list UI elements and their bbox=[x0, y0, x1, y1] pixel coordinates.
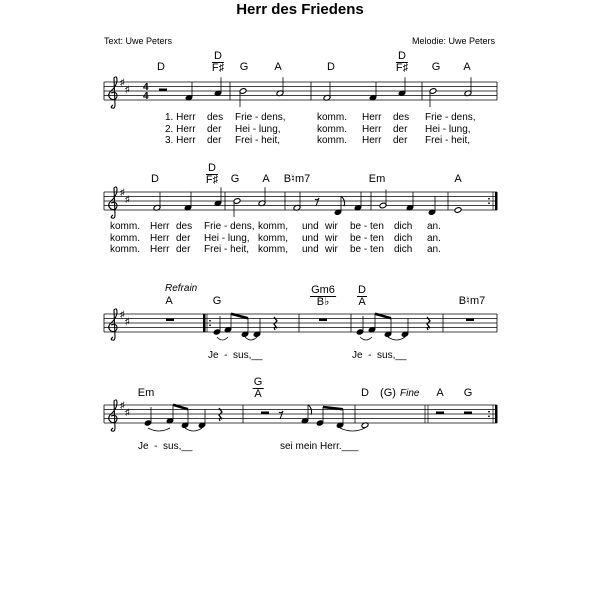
repeat-dot bbox=[488, 415, 490, 417]
lyric-syllable: Herr bbox=[362, 135, 382, 146]
quarter-rest-icon bbox=[427, 317, 430, 330]
chord-symbol bbox=[357, 285, 367, 308]
chord-symbol: A bbox=[274, 61, 282, 73]
chord-top: Gm6 bbox=[311, 284, 335, 296]
treble-clef-icon bbox=[109, 309, 117, 340]
fine-label: Fine bbox=[400, 388, 420, 399]
treble-clef-icon bbox=[109, 77, 117, 108]
chord-top: D bbox=[206, 163, 218, 175]
lyric-syllable: Herr bbox=[362, 124, 382, 135]
sharp-f-icon: ♯ bbox=[120, 77, 125, 87]
beam bbox=[231, 314, 248, 319]
chord-bass: F♯ bbox=[395, 62, 409, 74]
repeat-dot bbox=[488, 411, 490, 413]
chord-symbol: G bbox=[212, 295, 222, 307]
lyric-syllable: Frei - heit, bbox=[204, 244, 250, 255]
beam bbox=[375, 314, 391, 319]
whole-rest-icon bbox=[319, 319, 327, 322]
chord-bass: F♯ bbox=[211, 62, 225, 74]
lyric-syllable: Herr bbox=[150, 221, 170, 232]
lyric-syllable: des bbox=[393, 112, 410, 123]
slur bbox=[245, 337, 257, 340]
sharp-c-icon: ♯ bbox=[125, 316, 130, 326]
lyric-syllable: dich bbox=[394, 233, 413, 244]
lyric-syllable: sei mein Herr.___ bbox=[280, 441, 359, 452]
sharp-c-icon: ♯ bbox=[125, 194, 130, 204]
lyric-syllable: Frie - dens, bbox=[204, 221, 255, 232]
quarter-rest-icon bbox=[274, 317, 277, 330]
lyric-syllable: Frei - heit, bbox=[235, 135, 281, 146]
lyric-syllable: komm. bbox=[317, 124, 347, 135]
lyric-syllable: Frie - dens, bbox=[425, 112, 476, 123]
repeat-dot bbox=[488, 198, 490, 200]
slur bbox=[360, 337, 372, 340]
chord-symbol: B♮m7 bbox=[458, 295, 486, 307]
lyric-syllable: komm, bbox=[258, 233, 288, 244]
chord-symbol: D bbox=[327, 61, 335, 73]
lyric-syllable: dich bbox=[394, 244, 413, 255]
quarter-rest-icon bbox=[219, 408, 222, 421]
lyric-syllable: Herr bbox=[362, 112, 382, 123]
chord-bass: B♭ bbox=[316, 296, 330, 308]
slur bbox=[185, 428, 202, 431]
chord-bass: F♯ bbox=[205, 174, 219, 186]
time-signature: 4 bbox=[143, 82, 149, 93]
chord-symbol: B♮m7 bbox=[283, 173, 311, 185]
refrain-label: Refrain bbox=[165, 283, 198, 294]
lyric-syllable: Hei - lung, bbox=[235, 124, 281, 135]
lyric-syllable: komm. bbox=[110, 221, 140, 232]
sharp-c-icon: ♯ bbox=[125, 407, 130, 417]
whole-note bbox=[454, 207, 462, 214]
lyric-syllable: Je - sus,__ bbox=[352, 350, 407, 361]
lyric-syllable: komm. bbox=[317, 112, 347, 123]
chord-symbol bbox=[396, 51, 408, 74]
repeat-end-thick-bar bbox=[495, 192, 498, 210]
lyric-syllable: wir bbox=[325, 233, 338, 244]
sharp-f-icon: ♯ bbox=[120, 187, 125, 197]
lyric-syllable: komm, bbox=[258, 244, 288, 255]
chord-bass: A bbox=[254, 388, 262, 400]
lyric-syllable: Hei - lung, bbox=[204, 233, 250, 244]
beam bbox=[173, 405, 188, 410]
song-title: Herr des Friedens bbox=[236, 1, 364, 18]
lyric-syllable: Je - sus,__ bbox=[138, 441, 193, 452]
lyric-syllable: und bbox=[302, 233, 319, 244]
chord-top: D bbox=[358, 284, 366, 296]
lyric-syllable: der bbox=[393, 124, 408, 135]
lyric-syllable: be - ten bbox=[350, 233, 384, 244]
melody-credit: Melodie: Uwe Peters bbox=[411, 36, 495, 46]
lyric-syllable: komm, bbox=[258, 221, 288, 232]
chord-symbol: A bbox=[463, 61, 471, 73]
lyric-syllable: komm. bbox=[110, 244, 140, 255]
lyric-syllable: wir bbox=[325, 221, 338, 232]
repeat-dot bbox=[209, 320, 211, 322]
whole-rest-icon bbox=[466, 319, 474, 322]
lyric-syllable: der bbox=[176, 244, 191, 255]
lyric-syllable: Herr bbox=[150, 244, 170, 255]
chord-symbol: G bbox=[431, 61, 441, 73]
chord-symbol: Em bbox=[368, 173, 386, 185]
lyric-syllable: der bbox=[176, 233, 191, 244]
half-rest-icon bbox=[464, 412, 472, 415]
chord-symbol bbox=[310, 285, 336, 308]
beam bbox=[323, 407, 343, 409]
chord-symbol: A bbox=[165, 295, 173, 307]
chord-symbol: D bbox=[361, 387, 369, 399]
chord-symbol: A bbox=[262, 173, 270, 185]
chord-bass: A bbox=[358, 296, 366, 308]
lyric-syllable: be - ten bbox=[350, 244, 384, 255]
lyric-syllable: der bbox=[207, 124, 222, 135]
lyric-syllable: Frei - heit, bbox=[425, 135, 471, 146]
chord-symbol bbox=[212, 51, 224, 74]
lyric-syllable: 1. Herr bbox=[165, 112, 196, 123]
slur bbox=[217, 337, 228, 340]
chord-symbol bbox=[206, 163, 218, 186]
sharp-f-icon: ♯ bbox=[120, 400, 125, 410]
repeat-start-thick-bar bbox=[203, 314, 206, 332]
lyric-syllable: 2. Herr bbox=[165, 124, 196, 135]
chord-top: D bbox=[212, 51, 224, 63]
eighth-rest-icon bbox=[315, 198, 319, 206]
lyric-syllable: be - ten bbox=[350, 221, 384, 232]
lyric-syllable: Je - sus,__ bbox=[208, 350, 263, 361]
sharp-c-icon: ♯ bbox=[125, 84, 130, 94]
text-credit: Text: Uwe Peters bbox=[104, 36, 173, 46]
chord-top: D bbox=[396, 51, 408, 63]
chord-symbol bbox=[253, 377, 264, 400]
chord-symbol: Em bbox=[137, 387, 155, 399]
chord-symbol: G bbox=[239, 61, 249, 73]
lyric-syllable: des bbox=[207, 112, 224, 123]
lyric-syllable: 3. Herr bbox=[165, 135, 196, 146]
whole-rest-icon bbox=[166, 319, 174, 322]
lyric-syllable: wir bbox=[325, 244, 338, 255]
lyric-syllable: des bbox=[176, 221, 193, 232]
lyric-syllable: dich bbox=[394, 221, 413, 232]
sharp-f-icon: ♯ bbox=[120, 309, 125, 319]
time-signature: 4 bbox=[143, 91, 149, 102]
lyric-syllable: komm. bbox=[110, 233, 140, 244]
chord-top: G bbox=[253, 376, 263, 388]
lyric-syllable: Hei - lung, bbox=[425, 124, 471, 135]
lyric-syllable: und bbox=[302, 244, 319, 255]
chord-symbol: A bbox=[454, 173, 462, 185]
eighth-rest-icon bbox=[279, 411, 283, 419]
half-rest-icon bbox=[261, 412, 269, 415]
repeat-dot bbox=[488, 202, 490, 204]
slur bbox=[340, 428, 365, 431]
lyric-syllable: komm. bbox=[317, 135, 347, 146]
lyric-syllable: und bbox=[302, 221, 319, 232]
slur bbox=[148, 428, 170, 431]
lyric-syllable: Herr bbox=[150, 233, 170, 244]
treble-clef-icon bbox=[109, 187, 117, 218]
treble-clef-icon bbox=[109, 400, 117, 431]
slur bbox=[388, 337, 405, 340]
lyric-syllable: Frie - dens, bbox=[235, 112, 286, 123]
half-rest-icon bbox=[159, 89, 167, 92]
chord-symbol: G bbox=[463, 387, 473, 399]
chord-symbol: D bbox=[157, 61, 165, 73]
lyric-syllable: der bbox=[207, 135, 222, 146]
repeat-end-thick-bar bbox=[495, 405, 498, 423]
half-rest-icon bbox=[436, 412, 444, 415]
lyric-syllable: an. bbox=[427, 233, 441, 244]
lyric-syllable: der bbox=[393, 135, 408, 146]
chord-symbol: G bbox=[230, 173, 240, 185]
chord-symbol: A bbox=[436, 387, 444, 399]
repeat-dot bbox=[209, 324, 211, 326]
chord-symbol: (G) bbox=[380, 387, 396, 399]
lyric-syllable: an. bbox=[427, 244, 441, 255]
chord-symbol: D bbox=[151, 173, 159, 185]
lyric-syllable: an. bbox=[427, 221, 441, 232]
